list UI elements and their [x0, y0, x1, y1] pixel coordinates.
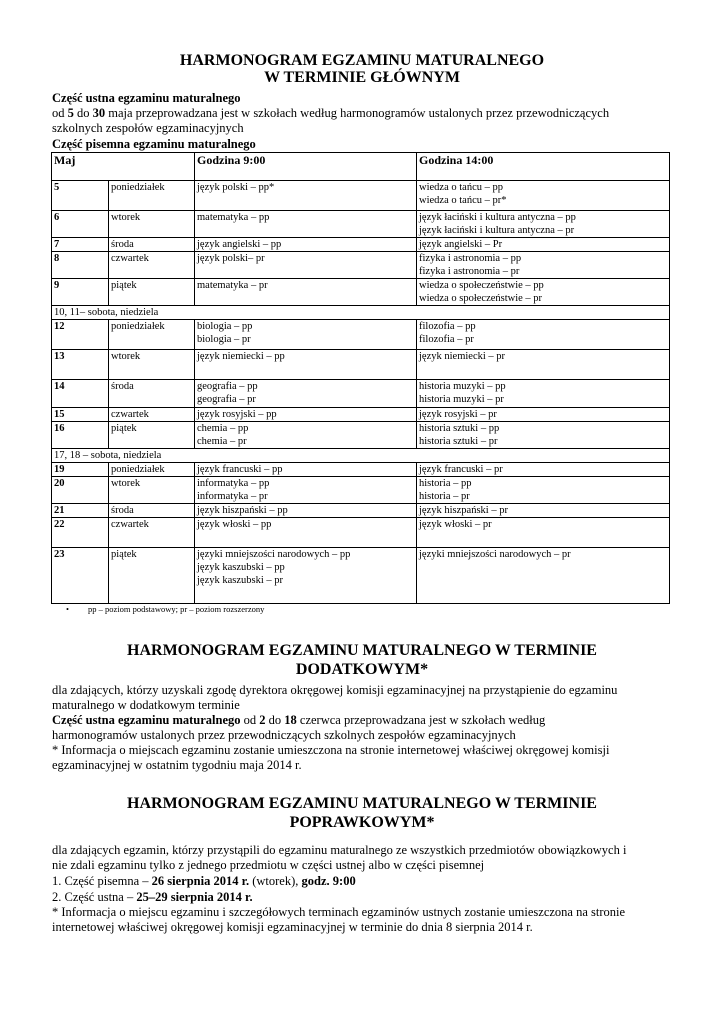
- table-row: [52, 504, 670, 518]
- exam-entry: język francuski – pr: [419, 464, 503, 475]
- exam-entry: historia muzyki – pr: [419, 394, 504, 405]
- weekday: czwartek: [109, 408, 195, 422]
- morning-exams: [195, 504, 417, 518]
- exam-entry: geografia – pr: [197, 394, 256, 405]
- table-row: [52, 463, 670, 477]
- exam-entry: wiedza o społeczeństwie – pp: [419, 280, 544, 291]
- day-number: 15: [52, 408, 109, 422]
- exam-entry: informatyka – pp: [197, 478, 270, 489]
- header-afternoon: Godzina 14:00: [417, 153, 670, 181]
- exam-entry: język polski – pp*: [197, 182, 275, 193]
- makeup-oral-line: 2. Część ustna – 25–29 sierpnia 2014 r.: [52, 890, 253, 904]
- afternoon-exams: [417, 504, 670, 518]
- exam-entry: biologia – pr: [197, 334, 251, 345]
- weekday: środa: [109, 380, 195, 408]
- table-row: [52, 422, 670, 449]
- footnote-bullet: •: [66, 604, 69, 614]
- additional-title-line1: HARMONOGRAM EGZAMINU MATURALNEGO W TERMINIE: [127, 642, 597, 659]
- morning-exams: [195, 422, 417, 449]
- day-number: 23: [52, 548, 109, 604]
- afternoon-exams: [417, 279, 670, 306]
- day-number: 9: [52, 279, 109, 306]
- exam-entry: język hiszpański – pp: [197, 505, 288, 516]
- day-number: 14: [52, 380, 109, 408]
- makeup-title-line1: HARMONOGRAM EGZAMINU MATURALNEGO W TERMINIE: [127, 795, 597, 812]
- morning-exams: [195, 211, 417, 238]
- weekday: czwartek: [109, 252, 195, 279]
- weekday: środa: [109, 238, 195, 252]
- day-number: 16: [52, 422, 109, 449]
- morning-exams: [195, 252, 417, 279]
- day-number: 6: [52, 211, 109, 238]
- weekday: poniedziałek: [109, 181, 195, 211]
- weekday: czwartek: [109, 518, 195, 548]
- additional-line6: egzaminacyjnej w ostatnim tygodniu maja 2014 r.: [52, 758, 302, 772]
- morning-exams: [195, 181, 417, 211]
- exam-entry: język rosyjski – pr: [419, 409, 497, 420]
- exam-entry: wiedza o społeczeństwie – pr: [419, 293, 543, 304]
- afternoon-exams: [417, 463, 670, 477]
- exam-entry: matematyka – pp: [197, 212, 270, 223]
- day-number: 12: [52, 320, 109, 350]
- day-number: 21: [52, 504, 109, 518]
- footnote: [66, 604, 264, 614]
- morning-exams: [195, 548, 417, 604]
- exam-entry: filozofia – pr: [419, 334, 474, 345]
- makeup-written-line: 1. Część pisemna – 26 sierpnia 2014 r. (wtorek), godz. 9:00: [52, 874, 356, 888]
- exam-entry: język angielski – Pr: [419, 239, 503, 250]
- makeup-line2: nie zdali egzaminu tylko z jednego przedmiotu w części ustnej albo w części pisemnej: [52, 858, 485, 872]
- day-number: 20: [52, 477, 109, 504]
- exam-entry: język włoski – pr: [419, 519, 492, 530]
- additional-line2: maturalnego w dodatkowym terminie: [52, 698, 240, 712]
- weekend-row: [52, 306, 670, 320]
- exam-entry: języki mniejszości narodowych – pr: [419, 549, 571, 560]
- weekday: piątek: [109, 279, 195, 306]
- oral-line1: od 5 do 30 maja przeprowadzana jest w szkołach według harmonogramów ustalonych przez przewodniczących: [52, 106, 610, 120]
- weekday: wtorek: [109, 211, 195, 238]
- morning-exams: [195, 279, 417, 306]
- exam-entry: historia sztuki – pr: [419, 436, 498, 447]
- exam-entry: matematyka – pr: [197, 280, 268, 291]
- weekend-row: [52, 449, 670, 463]
- day-number: 13: [52, 350, 109, 380]
- exam-entry: informatyka – pr: [197, 491, 268, 502]
- main-title-line2: W TERMINIE GŁÓWNYM: [264, 69, 460, 86]
- table-row: [52, 238, 670, 252]
- afternoon-exams: [417, 211, 670, 238]
- table-row: [52, 548, 670, 604]
- afternoon-exams: [417, 350, 670, 380]
- day-number: 7: [52, 238, 109, 252]
- table-row: [52, 181, 670, 211]
- morning-exams: [195, 350, 417, 380]
- footnote-text: pp – poziom podstawowy; pr – poziom rozszerzony: [88, 604, 265, 614]
- table-row: [52, 380, 670, 408]
- table-row: [52, 252, 670, 279]
- day-number: 5: [52, 181, 109, 211]
- morning-exams: [195, 518, 417, 548]
- table-row: [52, 211, 670, 238]
- makeup-line5: * Informacja o miejscu egzaminu i szczegółowych terminach egzaminów ustnych zostanie umieszczona na stronie: [52, 905, 626, 919]
- additional-line1: dla zdających, którzy uzyskali zgodę dyrektora okręgowej komisji egzaminacyjnej na przystąpienie do egzaminu: [52, 683, 618, 697]
- table-row: [52, 350, 670, 380]
- oral-heading: Część ustna egzaminu maturalnego: [52, 91, 241, 105]
- exam-schedule-table: [51, 152, 670, 604]
- additional-line5: * Informacja o miejscach egzaminu zostanie umieszczona na stronie internetowej właściwej okręgowej komisji: [52, 743, 610, 757]
- exam-entry: chemia – pp: [197, 423, 249, 434]
- exam-entry: fizyka i astronomia – pp: [419, 253, 522, 264]
- exam-entry: wiedza o tańcu – pp: [419, 182, 503, 193]
- exam-entry: biologia – pp: [197, 321, 253, 332]
- weekday: wtorek: [109, 477, 195, 504]
- makeup-line6: internetowej właściwej okręgowej komisji egzaminacyjnej w terminie do dnia 8 sierpnia 2014 r.: [52, 920, 533, 934]
- additional-line4: harmonogramów ustalonych przez przewodniczących szkolnych zespołów egzaminacyjnych: [52, 728, 516, 742]
- exam-entry: język rosyjski – pp: [197, 409, 277, 420]
- additional-title-line2: DODATKOWYM*: [295, 661, 429, 678]
- morning-exams: [195, 477, 417, 504]
- makeup-title-line2: POPRAWKOWYM*: [289, 814, 435, 831]
- afternoon-exams: [417, 548, 670, 604]
- table-row: [52, 320, 670, 350]
- exam-entry: język hiszpański – pr: [419, 505, 508, 516]
- additional-oral-line: Część ustna egzaminu maturalnego od 2 do 18 czerwca przeprowadzana jest w szkołach według: [52, 713, 546, 727]
- table-row: [52, 279, 670, 306]
- afternoon-exams: [417, 181, 670, 211]
- afternoon-exams: [417, 477, 670, 504]
- day-number: 19: [52, 463, 109, 477]
- morning-exams: [195, 463, 417, 477]
- morning-exams: [195, 238, 417, 252]
- exam-entry: geografia – pp: [197, 381, 258, 392]
- morning-exams: [195, 320, 417, 350]
- exam-entry: język włoski – pp: [197, 519, 272, 530]
- exam-entry: język francuski – pp: [197, 464, 283, 475]
- exam-entry: język łaciński i kultura antyczna – pr: [419, 225, 575, 236]
- afternoon-exams: [417, 320, 670, 350]
- exam-entry: język kaszubski – pr: [197, 575, 284, 586]
- weekday: poniedziałek: [109, 320, 195, 350]
- day-number: 8: [52, 252, 109, 279]
- afternoon-exams: [417, 518, 670, 548]
- weekend-label: 10, 11– sobota, niedziela: [52, 306, 670, 320]
- exam-entry: języki mniejszości narodowych – pp: [197, 549, 351, 560]
- weekday: piątek: [109, 422, 195, 449]
- table-header-row: [52, 153, 670, 181]
- exam-entry: fizyka i astronomia – pr: [419, 266, 520, 277]
- exam-entry: język niemiecki – pr: [419, 351, 506, 362]
- table-row: [52, 477, 670, 504]
- weekday: środa: [109, 504, 195, 518]
- written-heading: Część pisemna egzaminu maturalnego: [52, 137, 256, 151]
- main-title-line1: HARMONOGRAM EGZAMINU MATURALNEGO: [179, 52, 545, 69]
- weekday: poniedziałek: [109, 463, 195, 477]
- exam-entry: historia – pr: [419, 491, 470, 502]
- afternoon-exams: [417, 422, 670, 449]
- exam-entry: chemia – pr: [197, 436, 247, 447]
- header-morning: Godzina 9:00: [195, 153, 417, 181]
- exam-entry: filozofia – pp: [419, 321, 476, 332]
- exam-entry: historia – pp: [419, 478, 472, 489]
- weekday: piątek: [109, 548, 195, 604]
- table-row: [52, 518, 670, 548]
- header-month: Maj: [52, 153, 195, 181]
- day-number: 22: [52, 518, 109, 548]
- afternoon-exams: [417, 252, 670, 279]
- makeup-line1: dla zdających egzamin, którzy przystąpili do egzaminu maturalnego ze wszystkich przedmiotów obowiązkowych i: [52, 843, 627, 857]
- exam-entry: język łaciński i kultura antyczna – pp: [419, 212, 576, 223]
- exam-entry: język niemiecki – pp: [197, 351, 285, 362]
- exam-entry: historia sztuki – pp: [419, 423, 500, 434]
- exam-entry: wiedza o tańcu – pr*: [419, 195, 507, 206]
- exam-entry: język kaszubski – pp: [197, 562, 285, 573]
- afternoon-exams: [417, 380, 670, 408]
- oral-line2: szkolnych zespołów egzaminacyjnych: [52, 121, 244, 135]
- weekend-label: 17, 18 – sobota, niedziela: [52, 449, 670, 463]
- weekday: wtorek: [109, 350, 195, 380]
- exam-entry: historia muzyki – pp: [419, 381, 506, 392]
- exam-entry: język angielski – pp: [197, 239, 282, 250]
- afternoon-exams: [417, 238, 670, 252]
- table-row: [52, 408, 670, 422]
- exam-entry: język polski– pr: [197, 253, 265, 264]
- afternoon-exams: [417, 408, 670, 422]
- morning-exams: [195, 380, 417, 408]
- morning-exams: [195, 408, 417, 422]
